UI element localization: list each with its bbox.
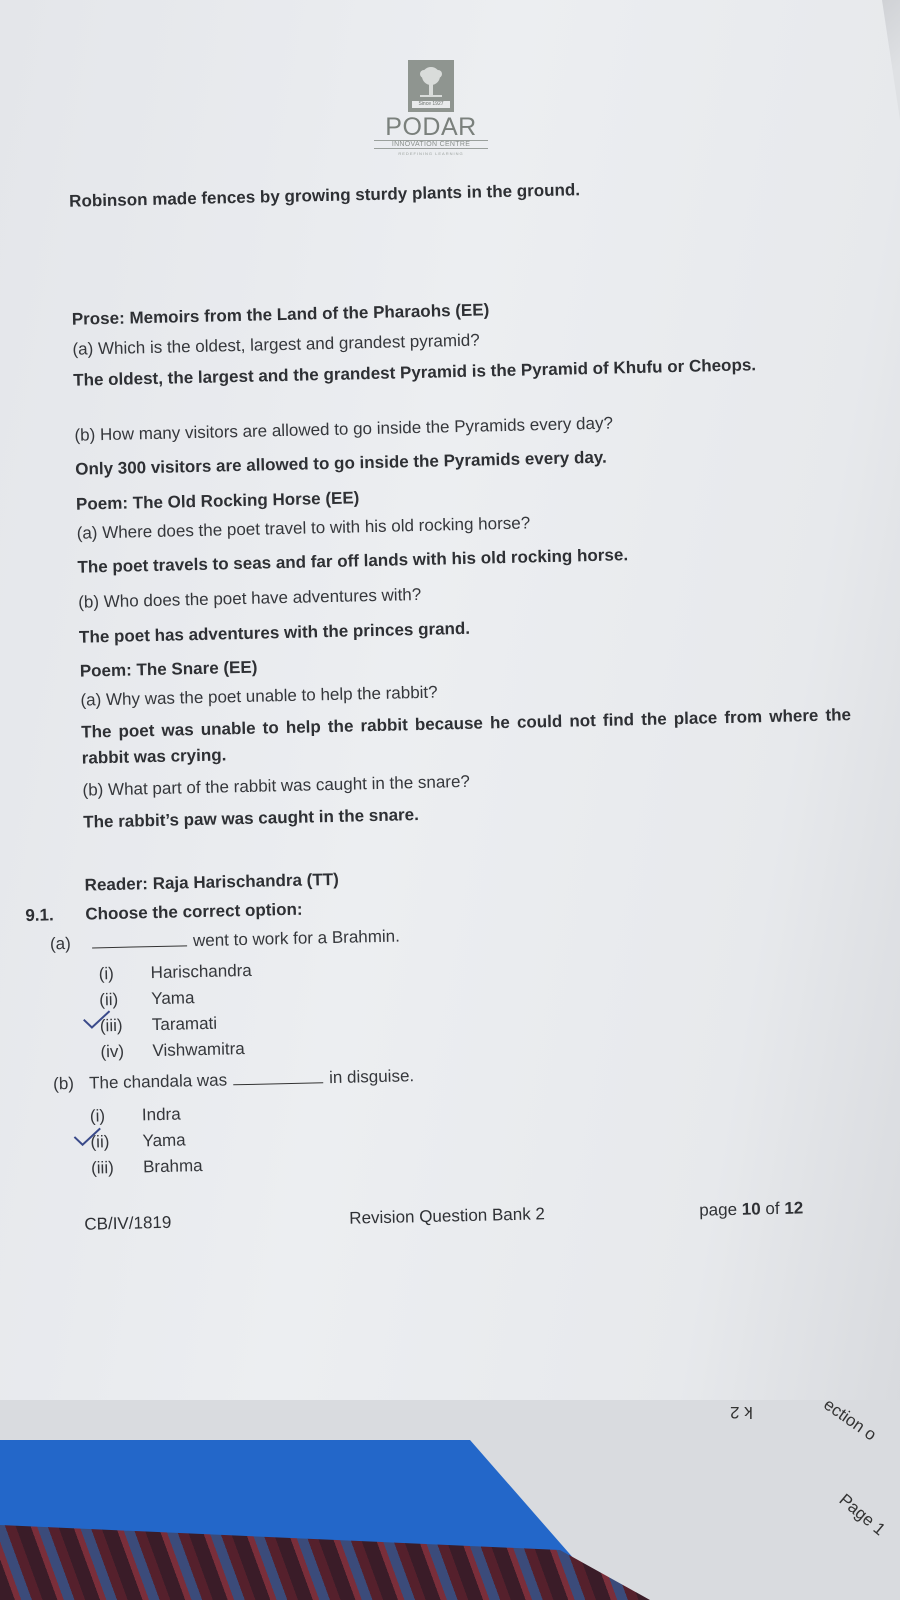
logo-emblem: [408, 60, 454, 112]
prose-answer-a: The oldest, the largest and the grandest Pyramid is the Pyramid of Khufu or Cheops.: [73, 355, 757, 390]
question-b-label: (b): [52, 1073, 75, 1094]
option-text: Brahma: [142, 1156, 203, 1177]
page-number: 10: [741, 1199, 761, 1219]
option-a-ii: [99, 988, 195, 1010]
footer-page: [699, 1198, 803, 1220]
option-text: Yama: [151, 988, 195, 1009]
question-a-label: (a): [49, 933, 72, 954]
poem1-heading: Poem: The Old Rocking Horse (EE): [75, 488, 360, 514]
underlying-text-3: Page 1: [835, 1490, 890, 1540]
reader-heading: Reader: Raja Harischandra (TT): [84, 869, 339, 895]
option-a-i: [98, 961, 252, 984]
question-instruction: Choose the correct option:: [85, 899, 303, 924]
option-text: Harischandra: [150, 960, 252, 983]
option-number: (iii): [90, 1158, 114, 1178]
option-a-iii-selected: [100, 1014, 218, 1037]
logo-since: Since 1927: [412, 101, 450, 108]
question-b-stem: [89, 1066, 414, 1093]
option-b-ii-selected: [90, 1130, 186, 1152]
question-b-text-after: in disguise.: [328, 1066, 415, 1088]
prose-question-a: (a) Which is the oldest, largest and grandest pyramid?: [72, 330, 480, 359]
question-b-text-before: The chandala was: [88, 1070, 228, 1093]
poem2-question-b: (b) What part of the rabbit was caught in the snare?: [82, 771, 471, 800]
option-b-iii: [91, 1156, 203, 1179]
footer-code: CB/IV/1819: [84, 1212, 172, 1234]
poem2-answer-a: The poet was unable to help the rabbit because he could not find the place from where the rabbit was crying.: [80, 705, 852, 768]
option-text: Taramati: [151, 1013, 218, 1035]
underlying-text-2: ection o: [820, 1394, 880, 1445]
poem1-answer-b: The poet has adventures with the princes grand.: [78, 618, 471, 647]
logo-name: PODAR: [385, 113, 477, 141]
page-prefix: page: [699, 1199, 738, 1220]
prose-answer-b: Only 300 visitors are allowed to go inside the Pyramids every day.: [75, 447, 607, 479]
footer-title: Revision Question Bank 2: [349, 1204, 546, 1228]
prose-question-b: (b) How many visitors are allowed to go inside the Pyramids every day?: [74, 413, 614, 445]
question-a-stem: [86, 926, 400, 953]
logo-tagline: REDEFINING LEARNING: [398, 151, 464, 156]
option-number: (ii): [99, 989, 119, 1010]
option-text: Yama: [142, 1130, 186, 1151]
school-logo: [370, 60, 492, 156]
question-number: 9.1.: [25, 905, 54, 925]
underlying-text-1: k 2: [730, 1403, 753, 1422]
option-number: (i): [89, 1106, 106, 1126]
option-a-iv: [100, 1039, 245, 1062]
answer-blank: [233, 1082, 323, 1085]
answer-blank: [92, 945, 187, 948]
intro-answer: Robinson made fences by growing sturdy plants in the ground.: [68, 180, 581, 211]
tree-icon: [408, 62, 454, 102]
page-of: of: [765, 1198, 780, 1219]
prose-heading: Prose: Memoirs from the Land of the Pharaohs (EE): [71, 300, 490, 329]
poem2-question-a: (a) Why was the poet unable to help the rabbit?: [80, 682, 438, 710]
page-total: 12: [784, 1198, 804, 1218]
option-text: Vishwamitra: [152, 1039, 245, 1061]
poem1-answer-a: The poet travels to seas and far off lands with his old rocking horse.: [77, 545, 629, 577]
question-a-text: went to work for a Brahmin.: [192, 926, 401, 951]
poem2-heading: Poem: The Snare (EE): [79, 657, 258, 681]
option-number: (iii): [99, 1015, 123, 1036]
option-number: (i): [98, 963, 115, 984]
poem1-question-b: (b) Who does the poet have adventures with?: [78, 584, 422, 612]
option-text: Indra: [141, 1104, 181, 1125]
logo-subtitle: INNOVATION CENTRE: [374, 140, 488, 149]
option-number: (ii): [90, 1132, 110, 1152]
option-number: (iv): [100, 1041, 125, 1062]
checkmark-icon: [82, 1009, 112, 1030]
option-b-i: [90, 1105, 181, 1127]
poem1-question-a: (a) Where does the poet travel to with his old rocking horse?: [76, 513, 531, 543]
paper-shadow: [840, 0, 900, 120]
poem2-answer-b: The rabbit’s paw was caught in the snare.: [83, 805, 420, 832]
checkmark-icon: [72, 1126, 102, 1147]
